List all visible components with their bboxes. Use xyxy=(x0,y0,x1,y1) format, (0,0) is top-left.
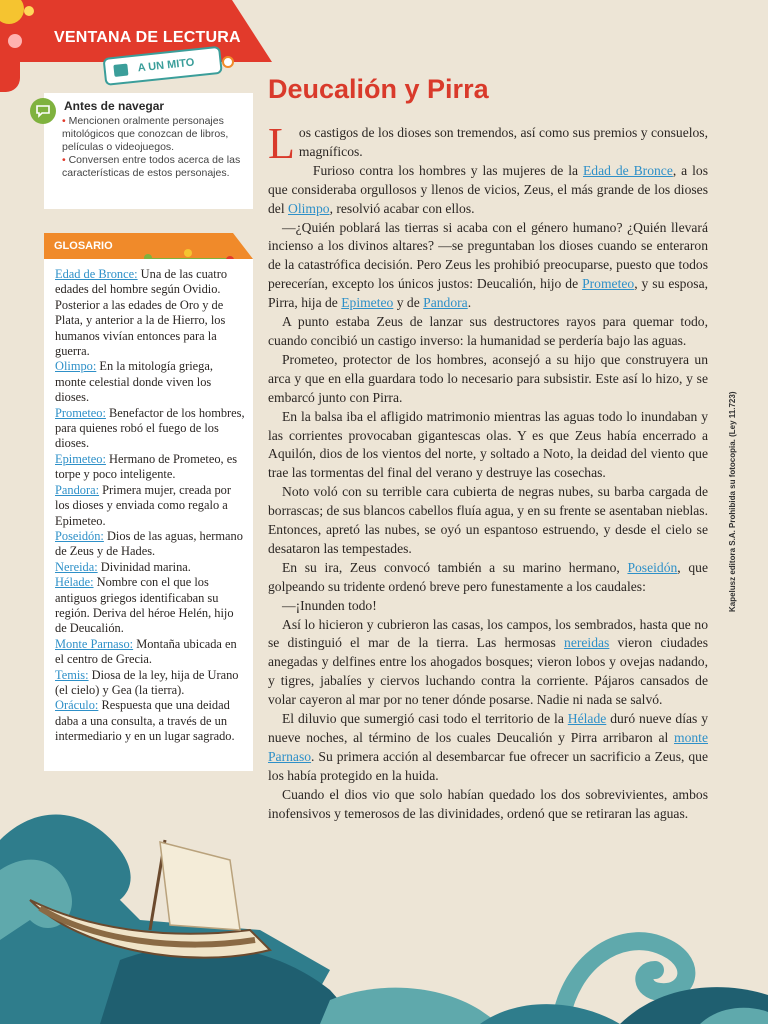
paragraph: A punto estaba Zeus de lanzar sus destructores rayos para quemar todo, cuando concibió un castigo inverso: la humanidad se perdería bajo las aguas. xyxy=(268,314,708,348)
glossary-link[interactable]: Prometeo xyxy=(582,276,635,292)
paragraph: En su ira, Zeus convocó también a su marino hermano, Poseidón, que golpeando su tridente ordenó breve pero funestamente a los caudales: xyxy=(268,559,708,594)
glossary-term[interactable]: Prometeo: xyxy=(55,405,106,420)
paragraph: Furioso contra los hombres y las mujeres de la Edad de Bronce, a los que consideraba orgullosos y llenos de vicios, Zeus, el más grande de los dioses del Olimpo, resolvió acabar con ellos. xyxy=(268,162,709,216)
glossary-entry: Monte Parnaso: Montaña ubicada en el centro de Grecia. xyxy=(55,636,237,667)
glossary-entry: Temis: Diosa de la ley, hija de Urano (el cielo) y Gea (la tierra). xyxy=(55,667,239,697)
tag-icon xyxy=(113,64,128,77)
glossary-entry: Edad de Bronce: Una de las cuatro edades del hombre según Ovidio. Posterior a las edades de Oro y de Plata, y anterior a la de Hierro, los humanos vivían entonces para la guerra. xyxy=(55,267,228,359)
before-reading-title: Antes de navegar xyxy=(64,99,165,113)
glossary-term[interactable]: Poseidón: xyxy=(55,528,104,543)
glossary-entry: Oráculo: Respuesta que una deidad daba a una consulta, a través de un intermediario y en un lugar sagrado. xyxy=(55,698,235,744)
waves-illustration xyxy=(0,815,768,1024)
glossary-entry: Nereida: Divinidad marina. xyxy=(55,559,191,574)
glossary-link[interactable]: Edad de Bronce xyxy=(582,162,673,178)
story-body xyxy=(268,119,709,824)
before-reading-item: • Mencionen oralmente personajes mitológicos que conozcan de libros, películas o videojuegos. xyxy=(62,115,229,153)
glossary-term[interactable]: Hélade: xyxy=(55,575,94,590)
sea-illustration xyxy=(0,780,768,1024)
glossary-link[interactable]: Olimpo xyxy=(288,200,330,216)
paragraph: Los castigos de los dioses son tremendos, así como sus premios y consuelos, magníficos. xyxy=(268,119,708,168)
paragraph: Prometeo, protector de los hombres, aconsejó a su hijo que construyera un arca y que en ella guardara todo lo necesario para subsistir. Este así lo hizo, y se embarcó junto con Pirra. xyxy=(268,351,708,405)
paragraph: Así lo hicieron y cubrieron las casas, los campos, los sembrados, hasta que no se distinguió el mar de la tierra. Las hermosas nereidas vieron ciudades anegadas y delfines entre los ahogados bosques; vieron lobos y ovejas nadando, y tigres, jabalíes y ciervos luchando contra la corriente. Pájaros cansados de volar cayeron al mar por no tener dónde posarse. Nadie ni nada se salvó. xyxy=(268,616,708,708)
paragraph: El diluvio que sumergió casi todo el territorio de la Hélade duró nueve días y nueve noches, al término de los cuales Deucalión y Pirra arribaron al monte Parnaso. Su primera acción al desembarcar fue ofrecer un sacrificio a Zeus, que los había protegido en la huida. xyxy=(268,711,709,783)
glossary-term[interactable]: Pandora: xyxy=(55,482,100,497)
tag-dot-icon xyxy=(222,56,234,68)
glossary-link[interactable]: nereidas xyxy=(564,635,610,651)
paragraph: —¡Inunden todo! xyxy=(282,597,377,613)
glossary-term[interactable]: Epimeteo: xyxy=(55,451,106,466)
glossary-link[interactable]: Epimeteo xyxy=(341,295,394,311)
glossary-term[interactable]: Olimpo: xyxy=(55,359,97,374)
before-reading-box xyxy=(44,93,253,209)
drop-cap: L xyxy=(268,119,295,168)
glossary-term[interactable]: Temis: xyxy=(55,667,89,682)
glossary-term[interactable]: Edad de Bronce: xyxy=(55,267,138,281)
glossary-entry: Pandora: Primera mujer, creada por los dioses y enviada como regalo a Epimeteo. xyxy=(55,482,231,528)
glossary-title: GLOSARIO xyxy=(54,240,113,252)
glossary-term[interactable]: Monte Parnaso: xyxy=(55,636,134,651)
glossary-entry: Epimeteo: Hermano de Prometeo, es torpe y poco inteligente. xyxy=(55,451,238,482)
glossary-entry: Olimpo: En la mitología griega, monte celestial donde viven los dioses. xyxy=(55,359,213,405)
glossary-term[interactable]: Oráculo: xyxy=(55,698,99,713)
glossary-link[interactable]: Hélade xyxy=(567,711,607,727)
genre-tag-label: A UN MITO xyxy=(137,56,195,75)
paragraph: En la balsa iba el afligido matrimonio mientras las aguas todo lo inundaban y las corrientes provocaban gigantescas olas. Y es que Zeus había encerrado a Aquilón, dios de los vientos del norte, y soltado a Noto, la deidad del viento que trae las tormentas del final del verano y destruye las cosechas. xyxy=(268,408,708,481)
copyright-notice: Kapelusz editora S.A. Prohibida su fotocopia. (Ley 11.723) xyxy=(728,391,737,612)
glossary-box xyxy=(44,259,253,771)
glossary-entry: Poseidón: Dios de las aguas, hermano de Zeus y de Hades. xyxy=(55,528,243,559)
paragraph: —¿Quién poblará las tierras si acaba con el género humano? ¿Quién llevará incienso a los divinos altares? —se preguntaban los dioses cuando se enteraron de la catastrófica decisión. Pero Zeus les prohibió preocuparse, puesto que todos perecerían, excepto los únicos justos: Deucalión, hijo de Prometeo, y su esposa, Pirra, hija de Epimeteo y de Pandora. xyxy=(268,219,709,311)
glossary-entry: Prometeo: Benefactor de los hombres, para quienes robó el fuego de los dioses. xyxy=(55,405,245,451)
glossary-entry: Hélade: Nombre con el que los antiguos griegos identificaban su región. Deriva del héroe Helén, hijo de Deucalión. xyxy=(55,575,234,636)
glossary-dot xyxy=(184,249,192,257)
glossary-link[interactable]: Pandora xyxy=(423,295,468,311)
glossary-term[interactable]: Nereida: xyxy=(55,559,98,574)
banner-flower-deco xyxy=(0,62,20,92)
before-reading-list xyxy=(62,115,245,180)
paragraph: Cuando el dios vio que solo habían quedado los dos sobrevivientes, ambos inofensivos y temerosos de las divinidades, ordenó que se retiraran las aguas. xyxy=(268,786,708,821)
section-title: VENTANA DE LECTURA xyxy=(54,29,241,46)
paragraph: Noto voló con su terrible cara cubierta de negras nubes, su barba cargada de borrascas; de sus blancos cabellos fluía agua, y en su frente se asentaban nieblas. Entonces, apretó las nubes, se oyó un espantoso estruendo, y desde el cielo se desataron las tempestades. xyxy=(268,484,708,556)
story-title: Deucalión y Pirra xyxy=(268,74,489,104)
section-banner xyxy=(0,0,272,62)
glossary-link[interactable]: Poseidón xyxy=(627,559,678,575)
before-reading-item: • Conversen entre todos acerca de las características de estos personajes. xyxy=(62,154,241,179)
glossary-link[interactable]: monte Parnaso xyxy=(268,730,708,764)
chat-bubble-icon xyxy=(30,98,56,124)
